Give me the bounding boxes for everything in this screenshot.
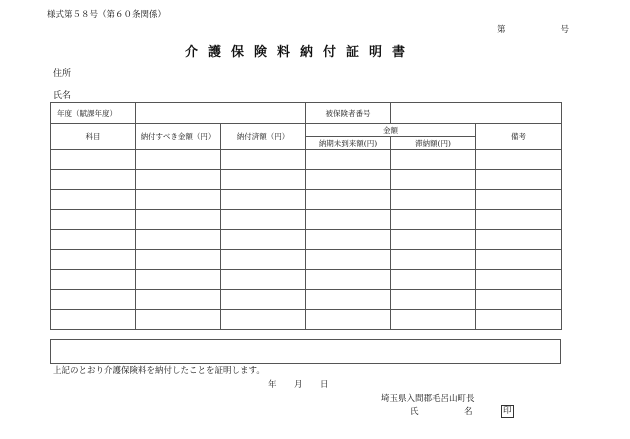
paid-cell[interactable]: [221, 250, 306, 270]
payable-cell[interactable]: [136, 150, 221, 170]
paid-cell[interactable]: [221, 210, 306, 230]
remarks-cell[interactable]: [476, 170, 562, 190]
seal-mark: 印: [503, 406, 512, 416]
name-label: 氏名: [53, 91, 72, 101]
form-number: 様式第５８号（第６０条関係）: [47, 10, 167, 20]
signature-line: [410, 405, 515, 418]
year-label: 年: [268, 380, 277, 390]
insured-number-label: 被保険者番号: [306, 103, 391, 124]
signature-name-label-2: 名: [464, 407, 473, 417]
col-amount-header: 金額: [306, 124, 476, 137]
delinquent-cell[interactable]: [391, 210, 476, 230]
not-due-cell[interactable]: [306, 230, 391, 250]
payment-table: [50, 102, 562, 330]
paid-cell[interactable]: [221, 290, 306, 310]
table-row: [51, 290, 562, 310]
document-number-suffix: 号: [560, 25, 569, 35]
item-cell[interactable]: [51, 270, 136, 290]
delinquent-cell[interactable]: [391, 310, 476, 330]
col-item-header: 科目: [51, 124, 136, 150]
table-row: [51, 150, 562, 170]
table-row: [51, 210, 562, 230]
document-number-label: 第: [497, 25, 506, 35]
payable-cell[interactable]: [136, 310, 221, 330]
not-due-cell[interactable]: [306, 270, 391, 290]
payable-cell[interactable]: [136, 190, 221, 210]
payable-cell[interactable]: [136, 250, 221, 270]
issuer-title: 埼玉県入間郡毛呂山町長: [381, 394, 475, 404]
remarks-cell[interactable]: [476, 210, 562, 230]
item-cell[interactable]: [51, 290, 136, 310]
paid-cell[interactable]: [221, 230, 306, 250]
item-cell[interactable]: [51, 250, 136, 270]
item-cell[interactable]: [51, 150, 136, 170]
not-due-cell[interactable]: [306, 150, 391, 170]
item-cell[interactable]: [51, 190, 136, 210]
remarks-cell[interactable]: [476, 190, 562, 210]
not-due-cell[interactable]: [306, 290, 391, 310]
not-due-cell[interactable]: [306, 310, 391, 330]
paid-cell[interactable]: [221, 150, 306, 170]
col-payable-header: 納付すべき金額（円）: [136, 124, 221, 150]
payable-cell[interactable]: [136, 230, 221, 250]
delinquent-cell[interactable]: [391, 190, 476, 210]
item-cell[interactable]: [51, 170, 136, 190]
paid-cell[interactable]: [221, 270, 306, 290]
payable-cell[interactable]: [136, 170, 221, 190]
table-row: [51, 190, 562, 210]
not-due-cell[interactable]: [306, 210, 391, 230]
item-cell[interactable]: [51, 210, 136, 230]
delinquent-cell[interactable]: [391, 290, 476, 310]
delinquent-cell[interactable]: [391, 170, 476, 190]
delinquent-cell[interactable]: [391, 150, 476, 170]
delinquent-cell[interactable]: [391, 230, 476, 250]
table-row: [51, 310, 562, 330]
table-row: [51, 230, 562, 250]
item-cell[interactable]: [51, 230, 136, 250]
day-label: 日: [320, 380, 329, 390]
address-label: 住所: [53, 69, 72, 79]
remarks-cell[interactable]: [476, 250, 562, 270]
remarks-cell[interactable]: [476, 230, 562, 250]
paid-cell[interactable]: [221, 190, 306, 210]
col-delinquent-header: 滞納額(円): [391, 137, 476, 150]
document-title: 介護保険料納付証明書: [184, 45, 415, 60]
memo-box[interactable]: [50, 339, 561, 364]
remarks-cell[interactable]: [476, 270, 562, 290]
signature-name-label-1: 氏: [410, 407, 419, 417]
table-top-row: [51, 103, 562, 124]
delinquent-cell[interactable]: [391, 250, 476, 270]
certification-statement: 上記のとおり介護保険料を納付したことを証明します。: [53, 366, 265, 376]
table-row: [51, 250, 562, 270]
not-due-cell[interactable]: [306, 170, 391, 190]
col-paid-header: 納付済額（円）: [221, 124, 306, 150]
remarks-cell[interactable]: [476, 150, 562, 170]
not-due-cell[interactable]: [306, 250, 391, 270]
not-due-cell[interactable]: [306, 190, 391, 210]
table-header-row: [51, 124, 562, 137]
col-not-due-header: 納期未到来額(円): [306, 137, 391, 150]
year-value-cell[interactable]: [136, 103, 306, 124]
paid-cell[interactable]: [221, 170, 306, 190]
item-cell[interactable]: [51, 310, 136, 330]
insured-number-cell[interactable]: [391, 103, 562, 124]
month-label: 月: [294, 380, 303, 390]
remarks-cell[interactable]: [476, 290, 562, 310]
delinquent-cell[interactable]: [391, 270, 476, 290]
table-row: [51, 170, 562, 190]
payable-cell[interactable]: [136, 270, 221, 290]
remarks-cell[interactable]: [476, 310, 562, 330]
payable-cell[interactable]: [136, 290, 221, 310]
table-row: [51, 270, 562, 290]
col-remarks-header: 備考: [476, 124, 562, 150]
year-label: 年度（賦課年度）: [51, 103, 136, 124]
paid-cell[interactable]: [221, 310, 306, 330]
payable-cell[interactable]: [136, 210, 221, 230]
